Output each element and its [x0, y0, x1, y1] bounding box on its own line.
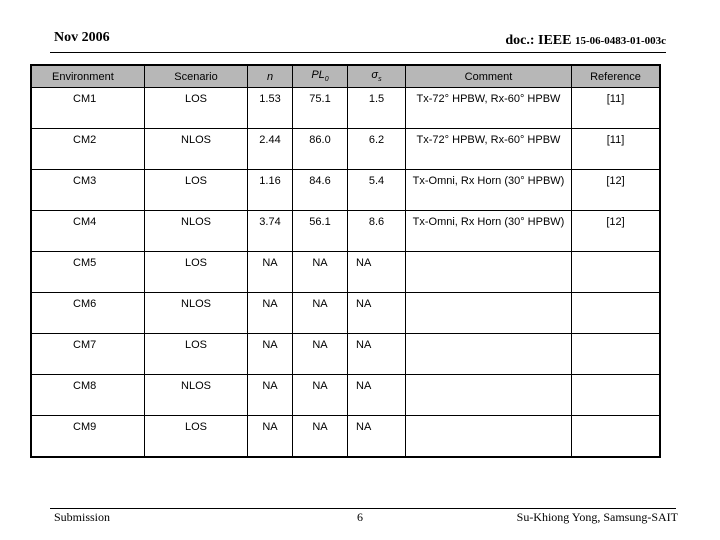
- cell-pl: NA: [293, 293, 348, 334]
- cell-pl: NA: [293, 252, 348, 293]
- cell-n: 3.74: [248, 211, 293, 252]
- header-rule: [50, 52, 666, 53]
- footer-rule: [50, 508, 676, 509]
- cell-env: CM5: [31, 252, 145, 293]
- cell-reference: [572, 375, 661, 416]
- cell-sigma: NA: [348, 375, 406, 416]
- footer-page-number: 6: [357, 510, 363, 524]
- col-comment: Comment: [406, 65, 572, 88]
- cell-reference: [11]: [572, 129, 661, 170]
- cell-scenario: LOS: [145, 252, 248, 293]
- cell-sigma: 5.4: [348, 170, 406, 211]
- cell-pl: NA: [293, 375, 348, 416]
- table-header-row: [31, 65, 660, 88]
- cell-n: NA: [248, 334, 293, 375]
- cell-env: CM1: [31, 88, 145, 129]
- footer-author: Su-Khiong Yong, Samsung-SAIT: [516, 510, 678, 524]
- table-row: [31, 129, 660, 170]
- cell-scenario: LOS: [145, 170, 248, 211]
- col-n: n: [248, 65, 293, 88]
- cell-reference: [572, 252, 661, 293]
- cell-comment: [406, 293, 572, 334]
- col-scenario: Scenario: [145, 65, 248, 88]
- cell-env: CM6: [31, 293, 145, 334]
- table-row: [31, 416, 660, 458]
- cell-sigma: NA: [348, 334, 406, 375]
- col-reference: Reference: [572, 65, 661, 88]
- cell-scenario: NLOS: [145, 293, 248, 334]
- footer-submission: Submission: [54, 510, 111, 524]
- cell-pl: 75.1: [293, 88, 348, 129]
- cell-comment: Tx-Omni, Rx Horn (30° HPBW): [406, 170, 572, 211]
- cell-n: NA: [248, 416, 293, 458]
- cell-reference: [11]: [572, 88, 661, 129]
- header-doc-id: [505, 33, 666, 49]
- table-row: [31, 211, 660, 252]
- cell-reference: [12]: [572, 211, 661, 252]
- cell-env: CM2: [31, 129, 145, 170]
- col-pl0: $PL_0$: [293, 65, 348, 88]
- cell-pl: 84.6: [293, 170, 348, 211]
- cell-comment: Tx-72° HPBW, Rx-60° HPBW: [406, 88, 572, 129]
- cell-comment: [406, 252, 572, 293]
- cell-scenario: LOS: [145, 88, 248, 129]
- cell-comment: [406, 334, 572, 375]
- cell-env: CM9: [31, 416, 145, 458]
- cell-reference: [572, 334, 661, 375]
- cell-reference: [12]: [572, 170, 661, 211]
- header-date: Nov 2006: [54, 30, 110, 45]
- table-row: [31, 375, 660, 416]
- cell-n: 1.16: [248, 170, 293, 211]
- cell-scenario: NLOS: [145, 375, 248, 416]
- cell-comment: Tx-Omni, Rx Horn (30° HPBW): [406, 211, 572, 252]
- cell-scenario: LOS: [145, 416, 248, 458]
- cell-env: CM7: [31, 334, 145, 375]
- cell-sigma: 6.2: [348, 129, 406, 170]
- cell-env: CM4: [31, 211, 145, 252]
- cell-sigma: NA: [348, 293, 406, 334]
- doc-number: 15-06-0483-01-003c: [574, 35, 666, 47]
- cell-reference: [572, 416, 661, 458]
- cell-n: NA: [248, 293, 293, 334]
- col-sigma: $\sigma_s$: [348, 65, 406, 88]
- cell-n: NA: [248, 375, 293, 416]
- cell-sigma: 1.5: [348, 88, 406, 129]
- cell-sigma: NA: [348, 416, 406, 458]
- cell-scenario: NLOS: [145, 129, 248, 170]
- channel-model-table: [30, 64, 661, 458]
- cell-n: 2.44: [248, 129, 293, 170]
- table-row: [31, 293, 660, 334]
- cell-comment: [406, 375, 572, 416]
- cell-sigma: NA: [348, 252, 406, 293]
- cell-reference: [572, 293, 661, 334]
- col-environment: Environment: [31, 65, 145, 88]
- cell-pl: NA: [293, 416, 348, 458]
- cell-scenario: NLOS: [145, 211, 248, 252]
- table-row: [31, 252, 660, 293]
- table-row: [31, 334, 660, 375]
- table-row: [31, 170, 660, 211]
- cell-n: NA: [248, 252, 293, 293]
- cell-pl: NA: [293, 334, 348, 375]
- cell-scenario: LOS: [145, 334, 248, 375]
- cell-env: CM3: [31, 170, 145, 211]
- cell-pl: 56.1: [293, 211, 348, 252]
- cell-n: 1.53: [248, 88, 293, 129]
- cell-env: CM8: [31, 375, 145, 416]
- cell-pl: 86.0: [293, 129, 348, 170]
- table-row: [31, 88, 660, 129]
- cell-comment: [406, 416, 572, 458]
- cell-comment: Tx-72° HPBW, Rx-60° HPBW: [406, 129, 572, 170]
- doc-prefix: doc.: IEEE: [505, 33, 572, 48]
- cell-sigma: 8.6: [348, 211, 406, 252]
